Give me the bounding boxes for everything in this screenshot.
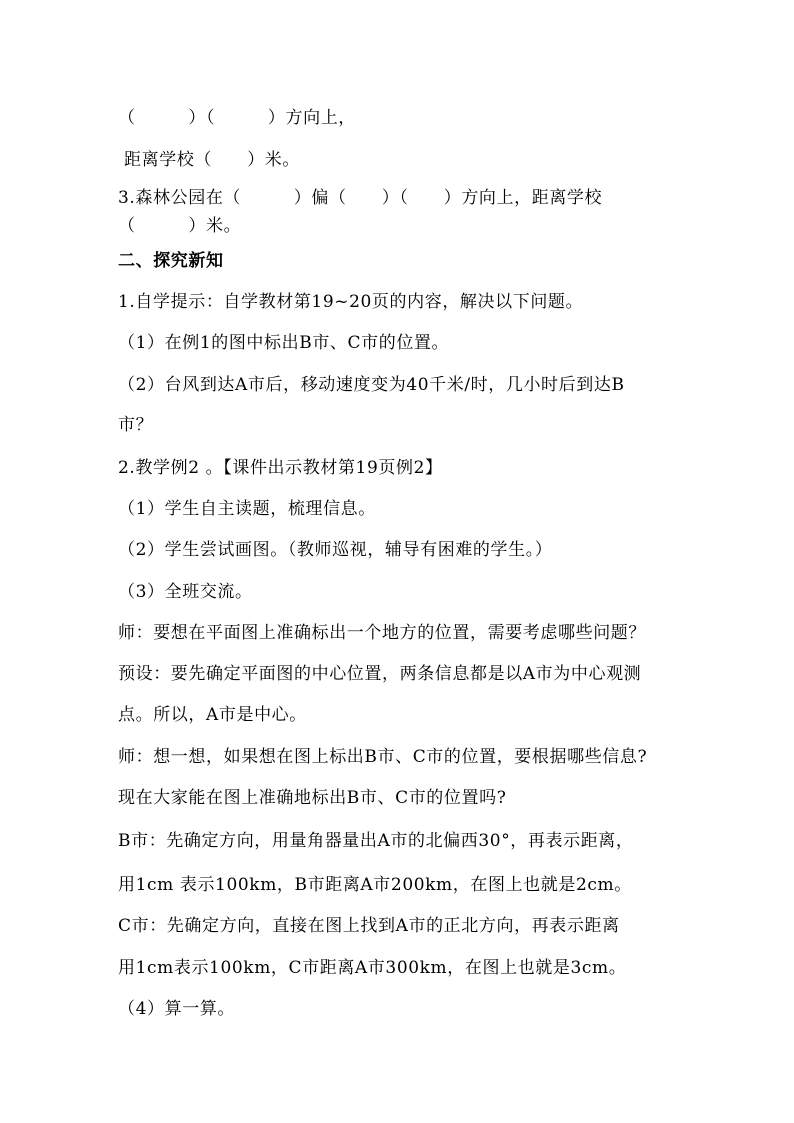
step-2-draw-diagram: （2）学生尝试画图。（教师巡视，辅导有困难的学生。）: [118, 540, 553, 560]
section-heading-explore: 二、探究新知: [118, 251, 224, 271]
task-2-typhoon-speed: （2）台风到达A市后，移动速度变为40千米/时，几小时后到达B: [118, 375, 625, 395]
step-1-read-question: （1）学生自主读题，梳理信息。: [118, 499, 376, 519]
city-c-scale: 用1cm表示100km，C市距离A市300km，在图上也就是3cm。: [118, 958, 627, 978]
teacher-question-1: 师：要想在平面图上准确标出一个地方的位置，需要考虑哪些问题？: [118, 623, 646, 643]
step-3-class-discussion: （3）全班交流。: [118, 582, 253, 602]
city-b-scale: 用1cm 表示100km，B市距离A市200km，在图上也就是2cm。: [118, 875, 632, 895]
expected-answer: 预设：要先确定平面图的中心位置，两条信息都是以A市为中心观测: [118, 664, 642, 684]
expected-answer-continuation: 点。所以，A市是中心。: [118, 705, 307, 725]
city-b-explanation: B市：先确定方向，用量角器量出A市的北偏西30°，再表示距离，: [118, 831, 634, 851]
question-3-forest-park: 3.森林公园在（ ）偏（ ）（ ）方向上，距离学校: [118, 188, 603, 208]
task-2-continuation: 市？: [118, 415, 154, 435]
teacher-question-2: 师：想一想，如果想在图上标出B市、C市的位置，要根据哪些信息?: [118, 747, 648, 767]
example-2-heading: 2.教学例2 。【课件出示教材第19页例2】: [118, 458, 443, 478]
city-c-explanation: C市：先确定方向，直接在图上找到A市的正北方向，再表示距离: [118, 916, 620, 936]
fill-blank-direction-line: （ ）（ ）方向上，: [118, 108, 356, 128]
question-3-continuation: （ ）米。: [118, 216, 242, 236]
teacher-question-2-continuation: 现在大家能在图上准确地标出B市、C市的位置吗?: [118, 788, 507, 808]
task-1-mark-cities: （1）在例1的图中标出B市、C市的位置。: [118, 333, 450, 353]
fill-blank-distance-line: 距离学校（ ）米。: [118, 150, 301, 170]
step-4-calculate: （4）算一算。: [118, 999, 236, 1019]
self-study-prompt: 1.自学提示：自学教材第19~20页的内容，解决以下问题。: [118, 292, 584, 312]
